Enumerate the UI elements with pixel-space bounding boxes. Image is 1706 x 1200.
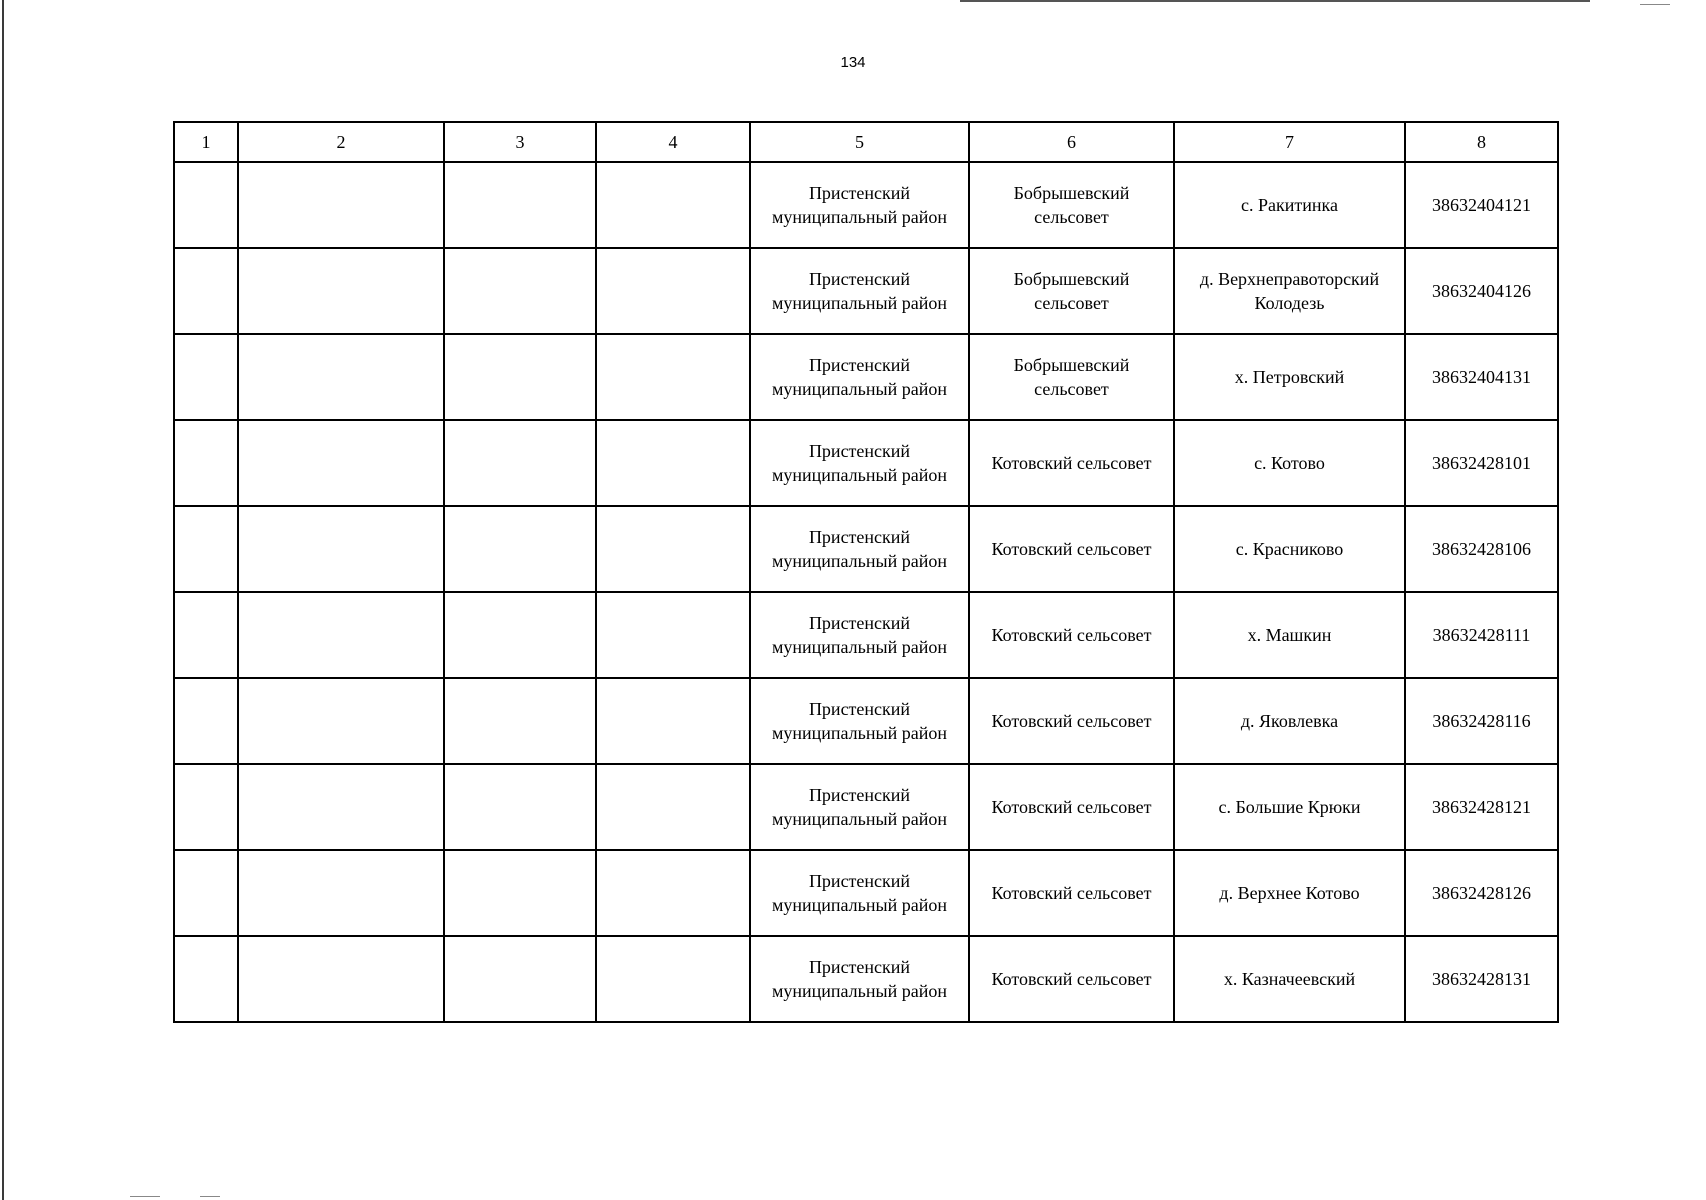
cell-col-4 xyxy=(596,678,750,764)
column-header: 7 xyxy=(1174,122,1405,162)
cell-col-4 xyxy=(596,162,750,248)
cell-col-1 xyxy=(174,592,238,678)
cell-col-2 xyxy=(238,764,444,850)
cell-district: Пристенский муниципальный район xyxy=(750,420,969,506)
cell-settlement: х. Машкин xyxy=(1174,592,1405,678)
cell-col-1 xyxy=(174,936,238,1022)
cell-col-2 xyxy=(238,850,444,936)
cell-col-2 xyxy=(238,678,444,764)
cell-col-1 xyxy=(174,850,238,936)
cell-col-4 xyxy=(596,936,750,1022)
scan-mark xyxy=(130,1196,160,1197)
cell-col-3 xyxy=(444,420,596,506)
cell-code: 38632428116 xyxy=(1405,678,1558,764)
cell-col-1 xyxy=(174,334,238,420)
cell-district: Пристенский муниципальный район xyxy=(750,678,969,764)
cell-code: 38632428131 xyxy=(1405,936,1558,1022)
cell-col-3 xyxy=(444,850,596,936)
cell-col-4 xyxy=(596,764,750,850)
cell-settlement: д. Яковлевка xyxy=(1174,678,1405,764)
cell-col-4 xyxy=(596,506,750,592)
table-row xyxy=(174,162,1558,248)
cell-council: Котовский сельсовет xyxy=(969,678,1174,764)
cell-code: 38632428121 xyxy=(1405,764,1558,850)
cell-council: Котовский сельсовет xyxy=(969,506,1174,592)
table-row xyxy=(174,248,1558,334)
cell-council: Котовский сельсовет xyxy=(969,420,1174,506)
cell-col-1 xyxy=(174,506,238,592)
cell-settlement: х. Казначеевский xyxy=(1174,936,1405,1022)
table-row xyxy=(174,764,1558,850)
table-row xyxy=(174,420,1558,506)
column-header: 6 xyxy=(969,122,1174,162)
cell-col-1 xyxy=(174,678,238,764)
cell-col-4 xyxy=(596,334,750,420)
cell-col-2 xyxy=(238,506,444,592)
cell-district: Пристенский муниципальный район xyxy=(750,334,969,420)
table-row xyxy=(174,592,1558,678)
column-header: 2 xyxy=(238,122,444,162)
cell-settlement: д. Верхнее Котово xyxy=(1174,850,1405,936)
cell-code: 38632428126 xyxy=(1405,850,1558,936)
cell-code: 38632404121 xyxy=(1405,162,1558,248)
cell-col-3 xyxy=(444,162,596,248)
cell-council: Котовский сельсовет xyxy=(969,850,1174,936)
column-header: 8 xyxy=(1405,122,1558,162)
cell-district: Пристенский муниципальный район xyxy=(750,764,969,850)
cell-code: 38632428106 xyxy=(1405,506,1558,592)
cell-col-3 xyxy=(444,248,596,334)
cell-col-3 xyxy=(444,764,596,850)
cell-col-4 xyxy=(596,592,750,678)
cell-council: Бобрышевский сельсовет xyxy=(969,162,1174,248)
cell-district: Пристенский муниципальный район xyxy=(750,506,969,592)
data-table xyxy=(173,121,1559,1023)
cell-council: Котовский сельсовет xyxy=(969,592,1174,678)
cell-code: 38632428111 xyxy=(1405,592,1558,678)
cell-col-3 xyxy=(444,592,596,678)
table-row xyxy=(174,850,1558,936)
cell-settlement: с. Красниково xyxy=(1174,506,1405,592)
cell-settlement: х. Петровский xyxy=(1174,334,1405,420)
table-row xyxy=(174,506,1558,592)
cell-settlement: с. Большие Крюки xyxy=(1174,764,1405,850)
table-row xyxy=(174,936,1558,1022)
cell-col-2 xyxy=(238,936,444,1022)
cell-col-4 xyxy=(596,420,750,506)
cell-district: Пристенский муниципальный район xyxy=(750,592,969,678)
cell-col-1 xyxy=(174,420,238,506)
cell-col-2 xyxy=(238,592,444,678)
cell-col-2 xyxy=(238,162,444,248)
cell-council: Котовский сельсовет xyxy=(969,936,1174,1022)
cell-council: Котовский сельсовет xyxy=(969,764,1174,850)
cell-code: 38632428101 xyxy=(1405,420,1558,506)
cell-code: 38632404131 xyxy=(1405,334,1558,420)
column-header: 1 xyxy=(174,122,238,162)
cell-col-4 xyxy=(596,850,750,936)
table-row xyxy=(174,678,1558,764)
cell-district: Пристенский муниципальный район xyxy=(750,248,969,334)
cell-settlement: с. Котово xyxy=(1174,420,1405,506)
cell-settlement: с. Ракитинка xyxy=(1174,162,1405,248)
cell-district: Пристенский муниципальный район xyxy=(750,936,969,1022)
header-row xyxy=(174,122,1558,162)
cell-col-4 xyxy=(596,248,750,334)
cell-col-2 xyxy=(238,334,444,420)
cell-district: Пристенский муниципальный район xyxy=(750,162,969,248)
table-row xyxy=(174,334,1558,420)
cell-col-1 xyxy=(174,162,238,248)
cell-col-1 xyxy=(174,248,238,334)
cell-col-3 xyxy=(444,334,596,420)
cell-council: Бобрышевский сельсовет xyxy=(969,248,1174,334)
scan-edge-left xyxy=(2,0,4,1200)
cell-settlement: д. Верхнеправоторский Колодезь xyxy=(1174,248,1405,334)
cell-council: Бобрышевский сельсовет xyxy=(969,334,1174,420)
cell-col-3 xyxy=(444,678,596,764)
column-header: 3 xyxy=(444,122,596,162)
cell-district: Пристенский муниципальный район xyxy=(750,850,969,936)
cell-col-3 xyxy=(444,506,596,592)
column-header: 5 xyxy=(750,122,969,162)
cell-col-2 xyxy=(238,248,444,334)
page-number: 134 xyxy=(840,54,866,71)
cell-code: 38632404126 xyxy=(1405,248,1558,334)
scan-mark xyxy=(200,1196,220,1197)
column-header: 4 xyxy=(596,122,750,162)
scan-mark xyxy=(1640,4,1670,5)
cell-col-1 xyxy=(174,764,238,850)
scan-edge-top xyxy=(960,0,1590,2)
cell-col-2 xyxy=(238,420,444,506)
cell-col-3 xyxy=(444,936,596,1022)
